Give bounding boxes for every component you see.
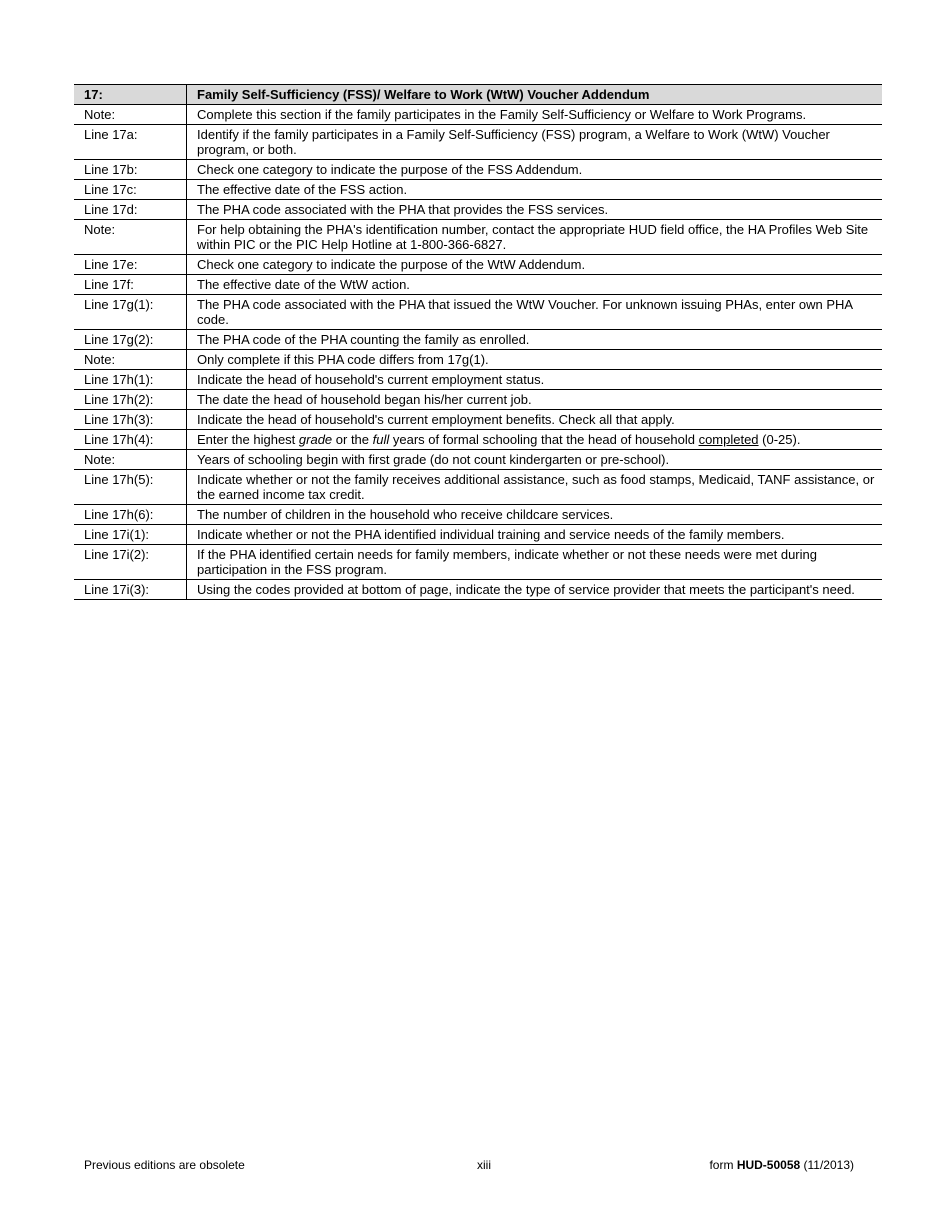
row-text: Complete this section if the family participates in the Family Self-Sufficiency or Welfare to Work Programs.: [187, 105, 883, 125]
table-row: [74, 330, 882, 350]
text-fragment: (0-25).: [758, 432, 801, 447]
emphasis-full: full: [372, 432, 390, 447]
text-fragment: Enter the highest: [197, 432, 299, 447]
row-label: Line 17h(2):: [74, 390, 187, 410]
section-title: Family Self-Sufficiency (FSS)/ Welfare to Work (WtW) Voucher Addendum: [187, 85, 883, 105]
table-header-row: [74, 85, 882, 105]
table-row: [74, 580, 882, 600]
underline-completed: completed: [698, 432, 759, 447]
table-row: [74, 180, 882, 200]
table-row: [74, 450, 882, 470]
row-text: Indicate the head of household's current employment status.: [187, 370, 883, 390]
row-text: Indicate the head of household's current employment benefits. Check all that apply.: [187, 410, 883, 430]
row-label: Line 17e:: [74, 255, 187, 275]
footer-page-number: xiii: [477, 1158, 491, 1172]
row-text: The PHA code associated with the PHA that issued the WtW Voucher. For unknown issuing PHAs, enter own PHA code.: [187, 295, 883, 330]
row-label: Line 17h(4):: [74, 430, 187, 450]
row-text: The effective date of the WtW action.: [187, 275, 883, 295]
table-row: [74, 505, 882, 525]
table-row: [74, 430, 882, 450]
row-text: For help obtaining the PHA's identification number, contact the appropriate HUD field office, the HA Profiles Web Site within PIC or the PIC Help Hotline at 1-800-366-6827.: [187, 220, 883, 255]
instructions-table: [74, 84, 882, 600]
row-text: Identify if the family participates in a Family Self-Sufficiency (FSS) program, a Welfare to Work (WtW) Voucher program, or both.: [187, 125, 883, 160]
row-text: Only complete if this PHA code differs from 17g(1).: [187, 350, 883, 370]
row-text: Indicate whether or not the PHA identified individual training and service needs of the family members.: [187, 525, 883, 545]
table-row: [74, 275, 882, 295]
table-row: [74, 370, 882, 390]
row-label: Note:: [74, 350, 187, 370]
table-row: [74, 410, 882, 430]
row-label: Line 17d:: [74, 200, 187, 220]
row-label: Line 17h(3):: [74, 410, 187, 430]
row-label: Line 17f:: [74, 275, 187, 295]
row-label: Line 17h(6):: [74, 505, 187, 525]
form-number: HUD-50058: [736, 1158, 801, 1172]
table-row: [74, 545, 882, 580]
table-row: [74, 105, 882, 125]
row-text: Years of schooling begin with first grade (do not count kindergarten or pre-school).: [187, 450, 883, 470]
text-fragment: or the: [332, 432, 373, 447]
text-fragment: years of formal schooling that the head of household: [389, 432, 699, 447]
row-text: Check one category to indicate the purpose of the WtW Addendum.: [187, 255, 883, 275]
row-text: The date the head of household began his/her current job.: [187, 390, 883, 410]
table-row: [74, 525, 882, 545]
table-row: [74, 220, 882, 255]
row-label: Note:: [74, 450, 187, 470]
table-row: [74, 125, 882, 160]
row-label: Line 17c:: [74, 180, 187, 200]
row-label: Line 17i(3):: [74, 580, 187, 600]
row-label: Line 17i(1):: [74, 525, 187, 545]
row-text: [187, 430, 883, 450]
form-prefix: form: [709, 1158, 737, 1172]
row-label: Line 17g(2):: [74, 330, 187, 350]
row-label: Line 17i(2):: [74, 545, 187, 580]
row-label: Line 17g(1):: [74, 295, 187, 330]
section-number: 17:: [74, 85, 187, 105]
row-label: Line 17h(5):: [74, 470, 187, 505]
row-label: Note:: [74, 105, 187, 125]
row-text: The PHA code associated with the PHA that provides the FSS services.: [187, 200, 883, 220]
row-text: The PHA code of the PHA counting the family as enrolled.: [187, 330, 883, 350]
row-label: Line 17h(1):: [74, 370, 187, 390]
table-row: [74, 390, 882, 410]
form-date: (11/2013): [800, 1158, 854, 1172]
row-label: Line 17a:: [74, 125, 187, 160]
table-row: [74, 255, 882, 275]
row-label: Note:: [74, 220, 187, 255]
table-row: [74, 295, 882, 330]
footer-form-id: [709, 1158, 854, 1172]
row-text: The number of children in the household who receive childcare services.: [187, 505, 883, 525]
row-text: Indicate whether or not the family receives additional assistance, such as food stamps, Medicaid, TANF assistance, or the earned income tax credit.: [187, 470, 883, 505]
emphasis-grade: grade: [298, 432, 333, 447]
table-row: [74, 160, 882, 180]
table-row: [74, 200, 882, 220]
row-text: Check one category to indicate the purpose of the FSS Addendum.: [187, 160, 883, 180]
table-row: [74, 350, 882, 370]
table-row: [74, 470, 882, 505]
row-text: The effective date of the FSS action.: [187, 180, 883, 200]
footer-obsolete-notice: Previous editions are obsolete: [84, 1158, 245, 1172]
row-label: Line 17b:: [74, 160, 187, 180]
row-text: Using the codes provided at bottom of page, indicate the type of service provider that meets the participant's need.: [187, 580, 883, 600]
row-text: If the PHA identified certain needs for family members, indicate whether or not these needs were met during participation in the FSS program.: [187, 545, 883, 580]
